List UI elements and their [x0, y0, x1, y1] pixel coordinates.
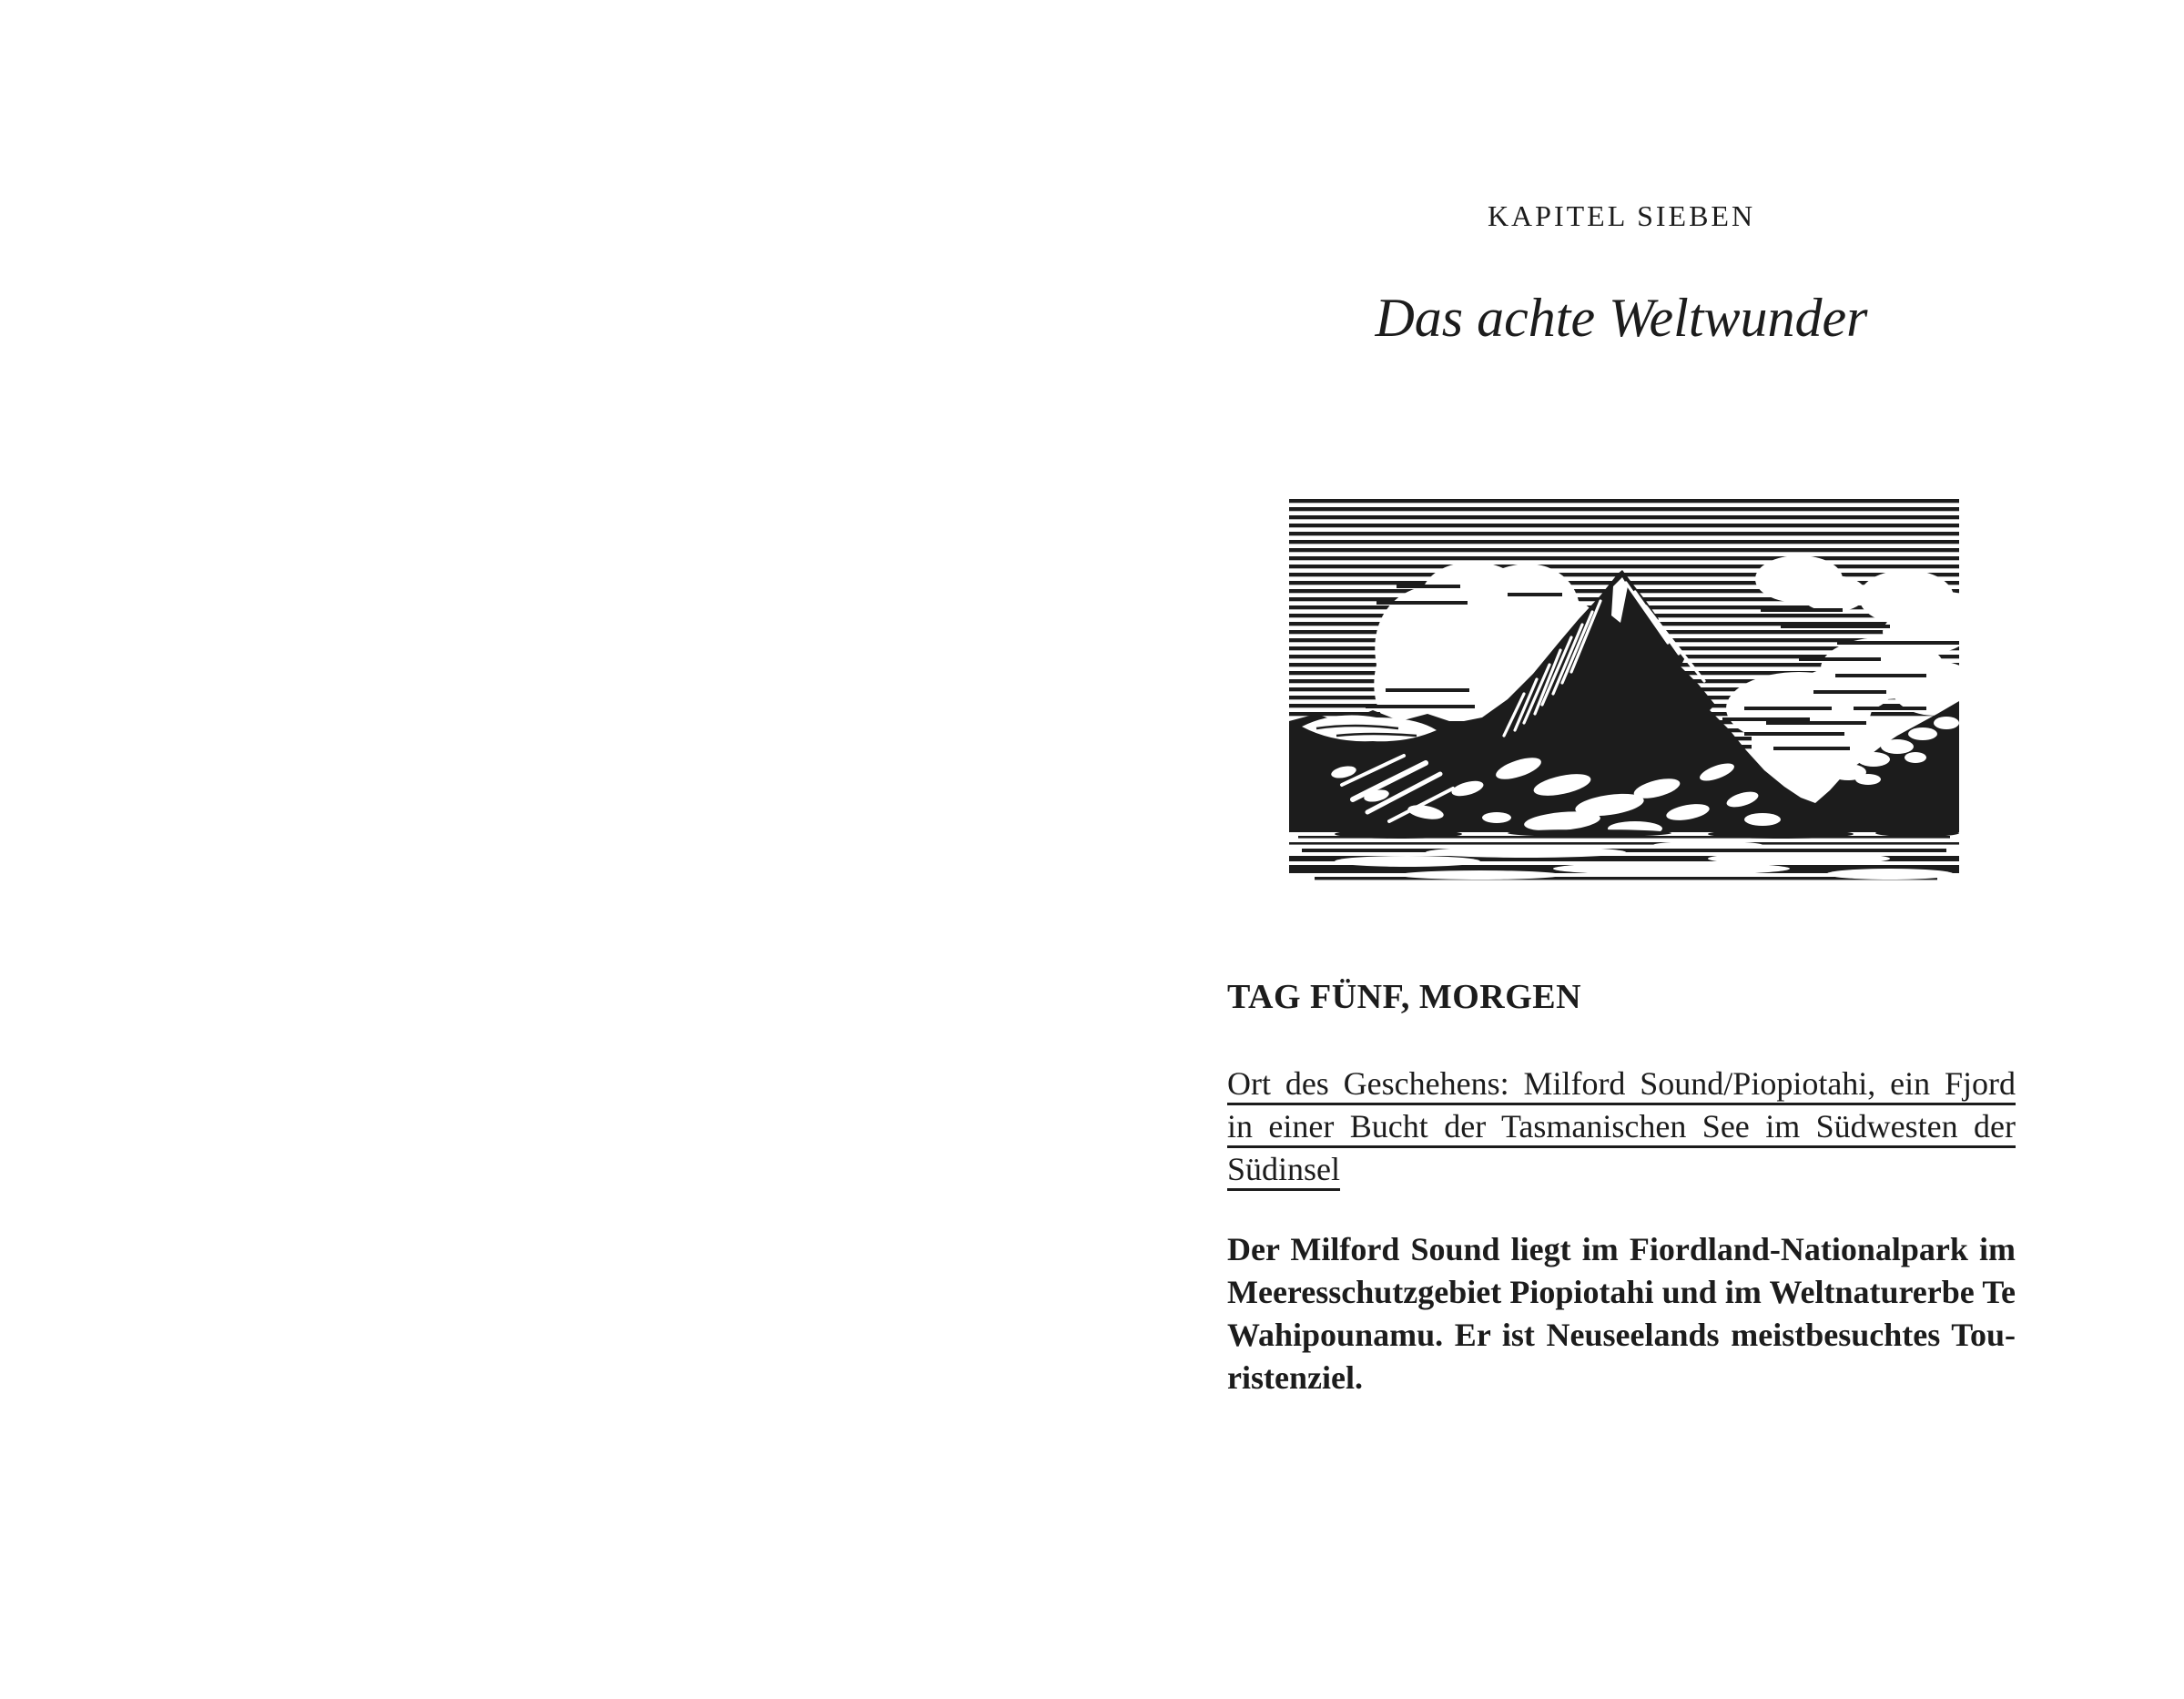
section-heading: TAG FÜNF, MORGEN	[1227, 978, 1582, 1016]
mountain-illustration	[1289, 499, 1959, 883]
body-line: Meeresschutzgebiet Piopiotahi und im Weltnaturerbe Te	[1227, 1274, 2016, 1310]
location-note-line: Ort des Geschehens: Milford Sound/Piopiotahi, ein Fjord	[1227, 1065, 2016, 1102]
location-note-line: Südinsel	[1227, 1151, 1341, 1187]
mountain-woodcut-icon	[1289, 499, 1959, 883]
chapter-title: Das achte Weltwunder	[1375, 288, 1868, 348]
location-note-line: in einer Bucht der Tasmanischen See im Südwesten der	[1227, 1108, 2016, 1145]
chapter-kicker: KAPITEL SIEBEN	[1487, 199, 1756, 232]
body-line: ristenziel.	[1227, 1359, 1363, 1396]
body-line: Der Milford Sound liegt im Fiordland-Nationalpark im	[1227, 1231, 2016, 1267]
body-paragraph	[1227, 1228, 2016, 1399]
location-note	[1227, 1063, 2016, 1191]
body-line: Wahipounamu. Er ist Neuseelands meistbesuchtes Tou-	[1227, 1317, 2016, 1353]
